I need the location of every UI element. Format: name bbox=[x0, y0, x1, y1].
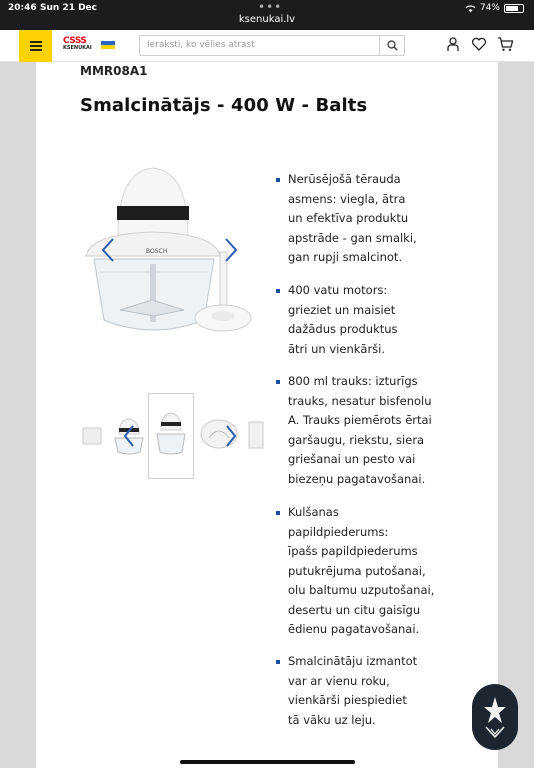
feature-line: tā vāku uz leju. bbox=[288, 712, 376, 727]
feature-line: 400 vatu motors: bbox=[288, 283, 388, 297]
feature-line: asmens: viegla, ātra bbox=[288, 191, 406, 206]
feature-line: olu baltumu uzputošanai, bbox=[288, 583, 435, 597]
assistant-logo-icon bbox=[482, 695, 508, 739]
search-button[interactable] bbox=[379, 36, 404, 55]
feature-line: griešanai un pesto vai bbox=[288, 452, 416, 466]
feature-line: putukrējuma putošanai, bbox=[288, 563, 426, 578]
gallery-next-button[interactable] bbox=[220, 235, 242, 265]
hamburger-icon-bar bbox=[30, 41, 42, 43]
feature-line: garšaugu, riekstu, siera bbox=[288, 432, 425, 447]
feature-line: trauks, nesatur bisfenolu bbox=[288, 393, 432, 408]
product-title: Smalcinātājs - 400 W - Balts bbox=[80, 95, 368, 116]
hamburger-icon-bar bbox=[30, 49, 42, 51]
feature-line: ātri un vienkārši. bbox=[288, 341, 386, 356]
feature-item bbox=[274, 281, 398, 359]
feature-line: biezeņu pagatavošanai. bbox=[288, 471, 426, 486]
chevron-left-icon bbox=[101, 237, 115, 263]
feature-line: un efektīva produktu bbox=[288, 211, 409, 225]
feature-line: Kulšanas bbox=[288, 505, 339, 519]
thumbnail-image bbox=[245, 394, 265, 480]
thumbnail-active[interactable] bbox=[148, 393, 194, 479]
feature-line: dažādus produktus bbox=[288, 322, 398, 336]
feature-line: A. Trauks piemērots ērtai bbox=[288, 413, 432, 427]
search-input[interactable]: Ieraksti, ko vēlies atrast bbox=[147, 40, 255, 50]
home-indicator bbox=[180, 760, 355, 764]
feature-line: Nerūsējošā tērauda bbox=[288, 172, 401, 186]
thumbnail-image bbox=[81, 394, 103, 480]
feature-line: vienkārši piespiediet bbox=[288, 693, 407, 707]
menu-button[interactable] bbox=[19, 30, 52, 62]
product-gallery[interactable] bbox=[80, 160, 265, 350]
battery-percent: 74% bbox=[479, 3, 500, 13]
address-bar[interactable]: ksenukai.lv bbox=[238, 14, 296, 25]
site-header bbox=[0, 30, 534, 62]
thumbnail[interactable] bbox=[80, 393, 102, 479]
chevron-right-icon bbox=[225, 424, 237, 448]
header-icons bbox=[445, 36, 514, 52]
thumbnail-strip bbox=[80, 393, 265, 481]
feature-line: īpašs papildpiederums bbox=[288, 544, 418, 558]
thumbnail-next-button[interactable] bbox=[220, 421, 242, 451]
tab-dots-icon[interactable]: ••• bbox=[258, 0, 283, 14]
feature-item bbox=[274, 372, 432, 489]
status-date: Sun 21 Dec bbox=[40, 3, 97, 13]
assistant-button[interactable] bbox=[472, 684, 518, 750]
wifi-icon bbox=[465, 4, 476, 13]
feature-line: apstrāde - gan smalki, bbox=[288, 230, 417, 245]
feature-line: ēdienu pagatavošanai. bbox=[288, 622, 420, 636]
thumbnail-image bbox=[149, 394, 193, 480]
feature-line: gan rupji smalcinot. bbox=[288, 250, 403, 264]
feature-line: desertu un citu gaisīgu bbox=[288, 602, 421, 617]
feature-line: papildpiederums: bbox=[288, 524, 389, 539]
feature-item bbox=[274, 652, 417, 730]
chevron-right-icon bbox=[224, 237, 238, 263]
status-bar bbox=[0, 0, 534, 30]
gallery-prev-button[interactable] bbox=[97, 235, 119, 265]
thumbnail-prev-button[interactable] bbox=[118, 421, 140, 451]
feature-item bbox=[274, 170, 417, 268]
battery-icon bbox=[504, 4, 524, 13]
feature-line: 800 ml trauks: izturīgs bbox=[288, 374, 418, 388]
feature-line: grieziet un maisiet bbox=[288, 302, 396, 317]
status-time: 20:46 bbox=[8, 3, 37, 13]
chevron-left-icon bbox=[123, 424, 135, 448]
hamburger-icon-bar bbox=[30, 45, 42, 47]
heart-icon[interactable] bbox=[471, 36, 487, 52]
feature-item bbox=[274, 503, 434, 640]
user-icon[interactable] bbox=[445, 36, 461, 52]
cart-icon[interactable] bbox=[497, 36, 514, 52]
logo-subtext: KSENUKAI bbox=[63, 45, 92, 51]
product-sku: MMR08A1 bbox=[80, 64, 148, 78]
logo-text: CSSS bbox=[63, 36, 87, 46]
thumbnail[interactable] bbox=[244, 393, 264, 479]
feature-line: var ar vienu roku, bbox=[288, 673, 390, 688]
search-box[interactable] bbox=[139, 35, 405, 56]
search-icon bbox=[387, 40, 398, 51]
feature-line: Smalcinātāju izmantot bbox=[288, 654, 418, 668]
status-right bbox=[465, 3, 524, 13]
site-logo[interactable] bbox=[63, 36, 121, 56]
brand-label: BOSCH bbox=[146, 248, 168, 255]
ukraine-flag-icon bbox=[101, 41, 115, 49]
